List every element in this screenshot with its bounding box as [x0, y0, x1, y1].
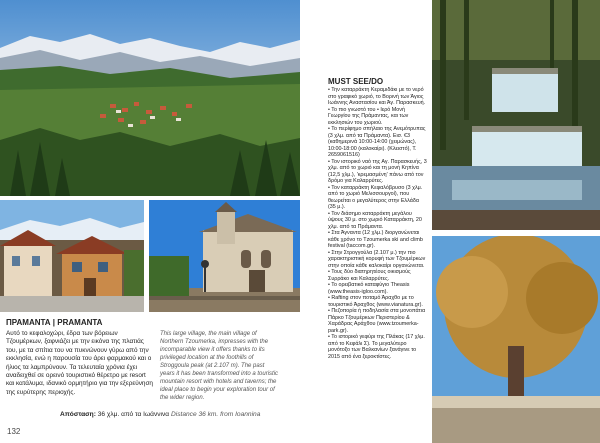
- must-item: • Το περίφημο σπήλαιο της Ανεμότρυπας (3 χλμ. από τα Πράμαντα). Εισ. €3 (καθημερινά 10:00-14:00 (χειμώνας), 10:00-18:00 (καλοκαίρι). (Κλειστό), T. 2659061516): [328, 126, 426, 158]
- church-photo: [149, 200, 300, 312]
- must-item: • Rafting στον ποταμό Άραχθο με το τουριστικό Άραχθος (www.vianatura.gr).: [328, 295, 423, 308]
- must-item: • Πεζοπορία ή ποδηλασία στα μονοπάτια Πάρκο Τζουμέρκων Περιστερίου & Χαράδρας Αράχθου (www.tzoumerka-park.gr).: [328, 308, 426, 334]
- village-street-photo: [0, 200, 144, 312]
- must-item: • Τον διάσημο καταρράκτη μεγάλου ύψους 30 μ. στο χωριό Καταρράκτη, 20 χλμ. από τα Πράμαντα.: [328, 210, 422, 230]
- must-see-title: MUST SEE/DO: [328, 77, 384, 86]
- mountain-village-photo: [0, 0, 300, 196]
- must-item: • Το ορειβατικό καταφύγιο Theasis (www.theasis-igloo.com).: [328, 282, 410, 295]
- section-title: ΠΡΑΜΑΝΤΑ | PRAMANTA: [6, 318, 103, 327]
- page-number: 132: [7, 427, 21, 436]
- must-see-list: [328, 87, 428, 360]
- waterfall-photo: [432, 0, 600, 230]
- must-item: • Τους δύο διατηρητέους οικισμούς Συρράκο και Καλαρρύτες.: [328, 269, 411, 282]
- must-item: • Την καταρράκτη Κεραμιδάκι με το νερό στο γραφικό χωριό, το Βορινή των Άγιος Ιωάννης Αναστασίου και Άγ. Παρασκευή.: [328, 87, 426, 106]
- distance-line: [60, 411, 260, 418]
- english-description: This large village, the main village of Northern Tzoumerka, impresses with the incomparable view it offers thanks to its privileged location at the foothills of Stroggoula peak (at 2.107 m). The past years it has been transformed into a touristic mountain resort with hotels and taverns; the ideal place to begin your exploration tour of the wider region.: [160, 331, 279, 401]
- must-item: • Το ιστορικό γεφύρι της Πλάκας (17 χλμ. από το Κεφάλι Σ). Το μεγαλύτερο μονότοξο των Βαλκανίων ξανάγινε το 2015 από ένα ξεροκτίστες.: [328, 334, 425, 360]
- must-item: • Το πιο γνωστό του • Ιερό Μονή Γεωργίου της Πράμαντας, και των εκκλησιών του χωριού.: [328, 106, 409, 126]
- must-item: • Στα Άγναντα (12 χλμ.) διοργανώνεται κάθε χρόνο το Tzoumerka ski and climb festival (taccom.gr).: [328, 230, 423, 249]
- must-item: • Τον καταρράκτη Κεφαλόβρυσο (3 χλμ. από το χωριό Μελισσουργοί), που θεωρείται ο μεγαλύτερος στην Ελλάδα (35 μ.).: [328, 184, 423, 210]
- distance-label: Απόσταση:: [60, 411, 96, 418]
- greek-description: Αυτό το κεφαλοχώρι, έδρα των βόρειων Τζουμέρκων, ξαφνιάζει με την εικόνα της πλατιάς του, με τα σπίτια του να πυκνώνουν γύρω από την εκκλησία, ενώ η παρουσία του άρει φαρμακού και ο ήλιος τα λαμπρύνουν. Τα τελευταία χρόνια έχει αναδειχθεί σε ορεινό τουριστικό θέρετρο με resort και κατάλυμα, ιδανικό ορμητήριο για την εξερεύνηση της ευρύτερης περιοχής.: [6, 330, 153, 396]
- must-item: • Στην Στρογγούλα (2.107 μ.) την πιο χαρακτηριστική κορυφή των Τζουμέρκων στην οποία κάθε καλοκαίρι οργανώνεται.: [328, 249, 426, 269]
- distance-english: Distance 36 km. from Ioannina: [170, 411, 261, 418]
- distance-greek: 36 χλμ. από τα Ιωάννινα: [97, 411, 170, 418]
- plane-tree-photo: [432, 236, 600, 443]
- must-item: • Τον ιστορικό ναό της Αγ. Παρασκευής, 3 χλμ. από το χωριό και τη μονή Κηπίνα (12,5 χλμ.), 'κρεμασμένη' πάνω από τον δρόμο για Καλαρρύτες.: [328, 158, 427, 184]
